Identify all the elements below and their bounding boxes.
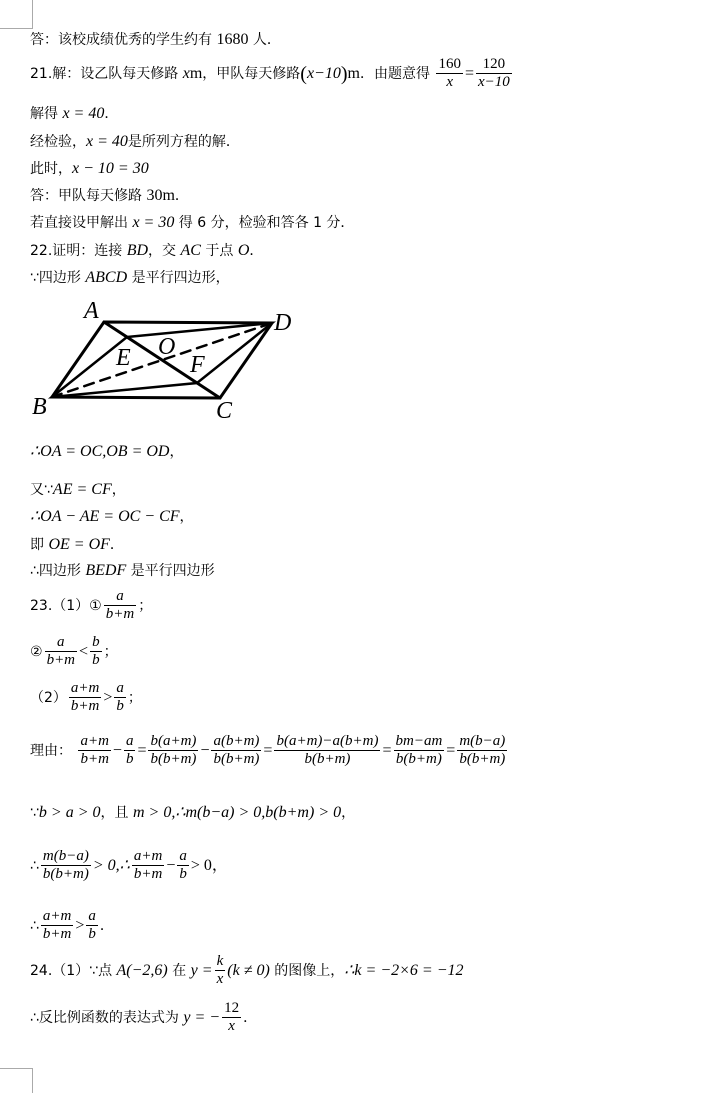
fraction: $\frac{m(b-a)}{b(b+m)}$ (459, 733, 506, 768)
q23-reason: 理由： $\frac{a+m}{b+m}$ − $\frac{a}{b}$ = $\frac{b(a+m)}{b(b+m)}$ − $\frac{a(b+m)}{b(b+m)}$ = $\frac{b(a+m)-a(b+m)}{b(b+m)}$ = $\frac{bm-am}{b(b+m)}$ = $\frac{m(b-a)}{b(b+m)}$ (30, 733, 506, 768)
q23-therefore: ∴ $\frac{m(b-a)}{b(b+m)}$ > 0,∴ $\frac{a+m}{b+m}$ − $\frac{a}{b}$ > 0， (30, 848, 228, 883)
q21-setup: 21.解：设乙队每天修路 xm，甲队每天修路(x−10)m．由题意得 $\frac{160}{x}$ = $\frac{120}{x-10}$ (30, 56, 510, 91)
q21-solve: 解得 x = 40． (30, 105, 119, 122)
fraction: $\frac{a+m}{b+m}$ (42, 908, 72, 943)
label-E: E (116, 345, 131, 371)
fraction: $\frac{k}{x}$ (216, 953, 224, 988)
label-O: O (158, 334, 176, 360)
q24-expression: ∴反比例函数的表达式为 y = − $\frac{12}{x}$ ． (30, 1000, 258, 1035)
fraction: $\frac{b(a+m)}{b(b+m)}$ (150, 733, 197, 768)
fraction: $\frac{a}{b+m}$ (105, 588, 135, 623)
fraction: $\frac{a}{b+m}$ (46, 634, 76, 669)
fraction: $\frac{a}{b}$ (125, 733, 134, 768)
q24-part1: 24.（1）∵点 A(−2,6) 在 y = $\frac{k}{x}$ (k ≠ 0) 的图像上，∴k = −2×6 = −12 (30, 953, 464, 988)
q23-because: ∵b > a > 0，且 m > 0,∴m(b−a) > 0,b(b+m) > 0， (30, 804, 356, 821)
q22-parallelogram: ∵四边形 ABCD 是平行四边形， (30, 269, 230, 286)
fraction: $\frac{a}{b}$ (88, 908, 96, 943)
fraction: $\frac{160}{x}$ (438, 56, 461, 91)
q22-proof: 22.证明：连接 BD，交 AC 于点 O． (30, 242, 264, 259)
label-D: D (274, 310, 292, 336)
q21-answer: 答：甲队每天修路 30m． (30, 187, 189, 204)
fraction: $\frac{b(a+m)-a(b+m)}{b(b+m)}$ (276, 733, 379, 768)
fraction: $\frac{a(b+m)}{b(b+m)}$ (213, 733, 260, 768)
fraction: $\frac{a}{b}$ (116, 680, 124, 715)
q22-step1: ∴OA = OC,OB = OD， (30, 443, 184, 460)
fraction: $\frac{a+m}{b+m}$ (133, 848, 163, 883)
q21-check: 经检验，x = 40是所列方程的解． (30, 133, 240, 150)
fraction: $\frac{b}{b}$ (92, 634, 100, 669)
corner-mark-top (0, 0, 33, 29)
q23-part1-2: ② $\frac{a}{b+m}$ < $\frac{b}{b}$ ； (30, 634, 118, 669)
q23-result: ∴ $\frac{a+m}{b+m}$ > $\frac{a}{b}$ ． (30, 908, 114, 943)
fraction: $\frac{12}{x}$ (224, 1000, 240, 1035)
fraction: $\frac{bm-am}{b(b+m)}$ (395, 733, 443, 768)
parallelogram-figure (28, 300, 308, 430)
q22-step3: ∴OA − AE = OC − CF， (30, 508, 194, 525)
q22-conclusion: ∴四边形 BEDF 是平行四边形 (30, 562, 215, 579)
fraction: $\frac{a+m}{b+m}$ (80, 733, 109, 768)
answer-20: 答：该校成绩优秀的学生约有 1680 人． (30, 31, 281, 48)
q22-step4: 即 OE = OF． (30, 536, 124, 553)
q23-part2: （2） $\frac{a+m}{b+m}$ > $\frac{a}{b}$ ； (30, 680, 142, 715)
label-A: A (84, 300, 99, 324)
label-F: F (190, 352, 205, 378)
q22-step2: 又∵AE = CF， (30, 481, 126, 498)
fraction: $\frac{a+m}{b+m}$ (70, 680, 100, 715)
q23-part1-1: 23.（1）① $\frac{a}{b+m}$ ； (30, 588, 153, 623)
label-C: C (216, 398, 233, 424)
fraction: $\frac{120}{x-10}$ (477, 56, 510, 91)
fraction: $\frac{a}{b}$ (179, 848, 187, 883)
label-B: B (32, 394, 47, 420)
corner-mark-bottom (0, 1068, 33, 1093)
q21-then: 此时，x − 10 = 30 (30, 160, 149, 177)
fraction: $\frac{m(b-a)}{b(b+m)}$ (42, 848, 89, 883)
q21-scoring: 若直接设甲解出 x = 30 得 6 分，检验和答各 1 分． (30, 214, 355, 231)
